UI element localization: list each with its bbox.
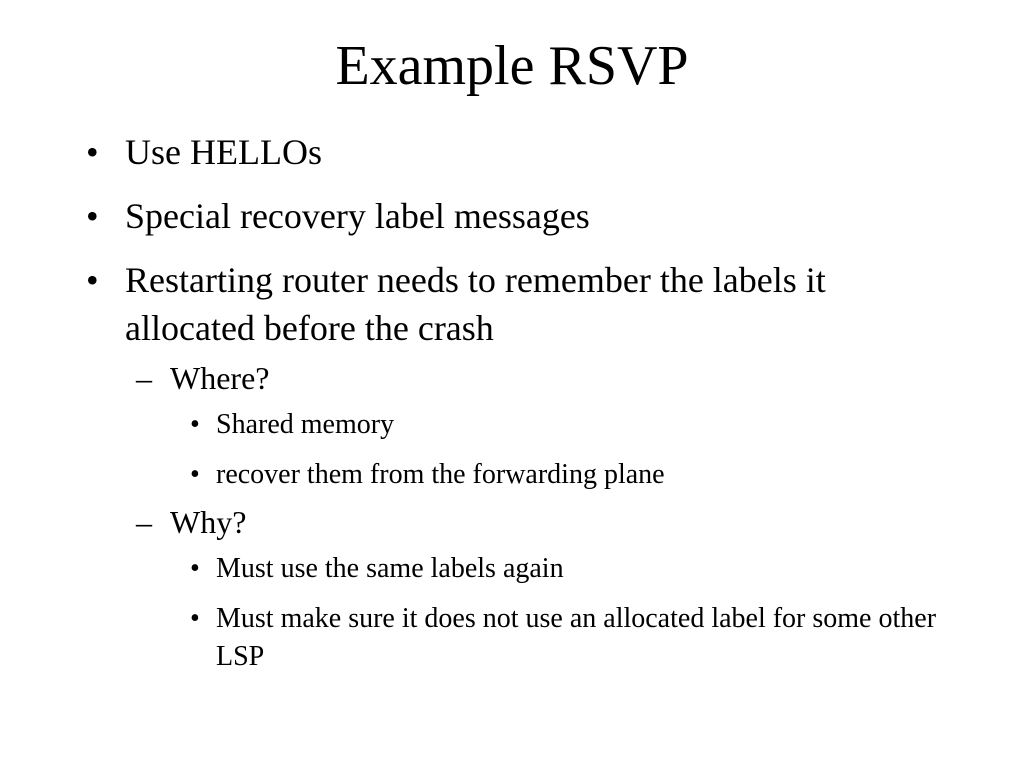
slide-title: Example RSVP [335, 35, 689, 97]
bullet-dot-icon: • [190, 553, 200, 584]
sub-sub-bullet-item [0, 600, 1024, 676]
slide-body [0, 128, 1024, 688]
bullet-dot-icon: • [190, 603, 200, 634]
sub-bullet-text: Where? [170, 360, 270, 396]
sub-sub-bullet-item [0, 550, 1024, 588]
sub-bullet-item [0, 502, 1024, 542]
bullet-text: Special recovery label messages [125, 196, 590, 236]
bullet-text: Restarting router needs to remember the labels it allocated before the crash [125, 260, 826, 348]
bullet-item [0, 192, 1024, 240]
bullet-dot-icon: • [190, 409, 200, 440]
bullet-dot-icon: • [86, 196, 99, 236]
bullet-item [0, 256, 1024, 352]
sub-bullet-item [0, 358, 1024, 398]
dash-icon: – [136, 360, 152, 396]
bullet-item [0, 128, 1024, 176]
sub-sub-bullet-text: Must use the same labels again [216, 553, 564, 584]
sub-sub-bullet-item [0, 406, 1024, 444]
dash-icon: – [136, 504, 152, 540]
bullet-dot-icon: • [86, 260, 99, 300]
sub-sub-bullet-item [0, 456, 1024, 494]
sub-sub-bullet-text: Must make sure it does not use an allocated label for some other LSP [216, 603, 937, 672]
bullet-dot-icon: • [86, 132, 99, 172]
sub-sub-bullet-text: Shared memory [216, 409, 395, 440]
sub-sub-bullet-text: recover them from the forwarding plane [216, 459, 665, 490]
bullet-text: Use HELLOs [125, 132, 322, 172]
sub-bullet-text: Why? [170, 504, 247, 540]
bullet-dot-icon: • [190, 459, 200, 490]
